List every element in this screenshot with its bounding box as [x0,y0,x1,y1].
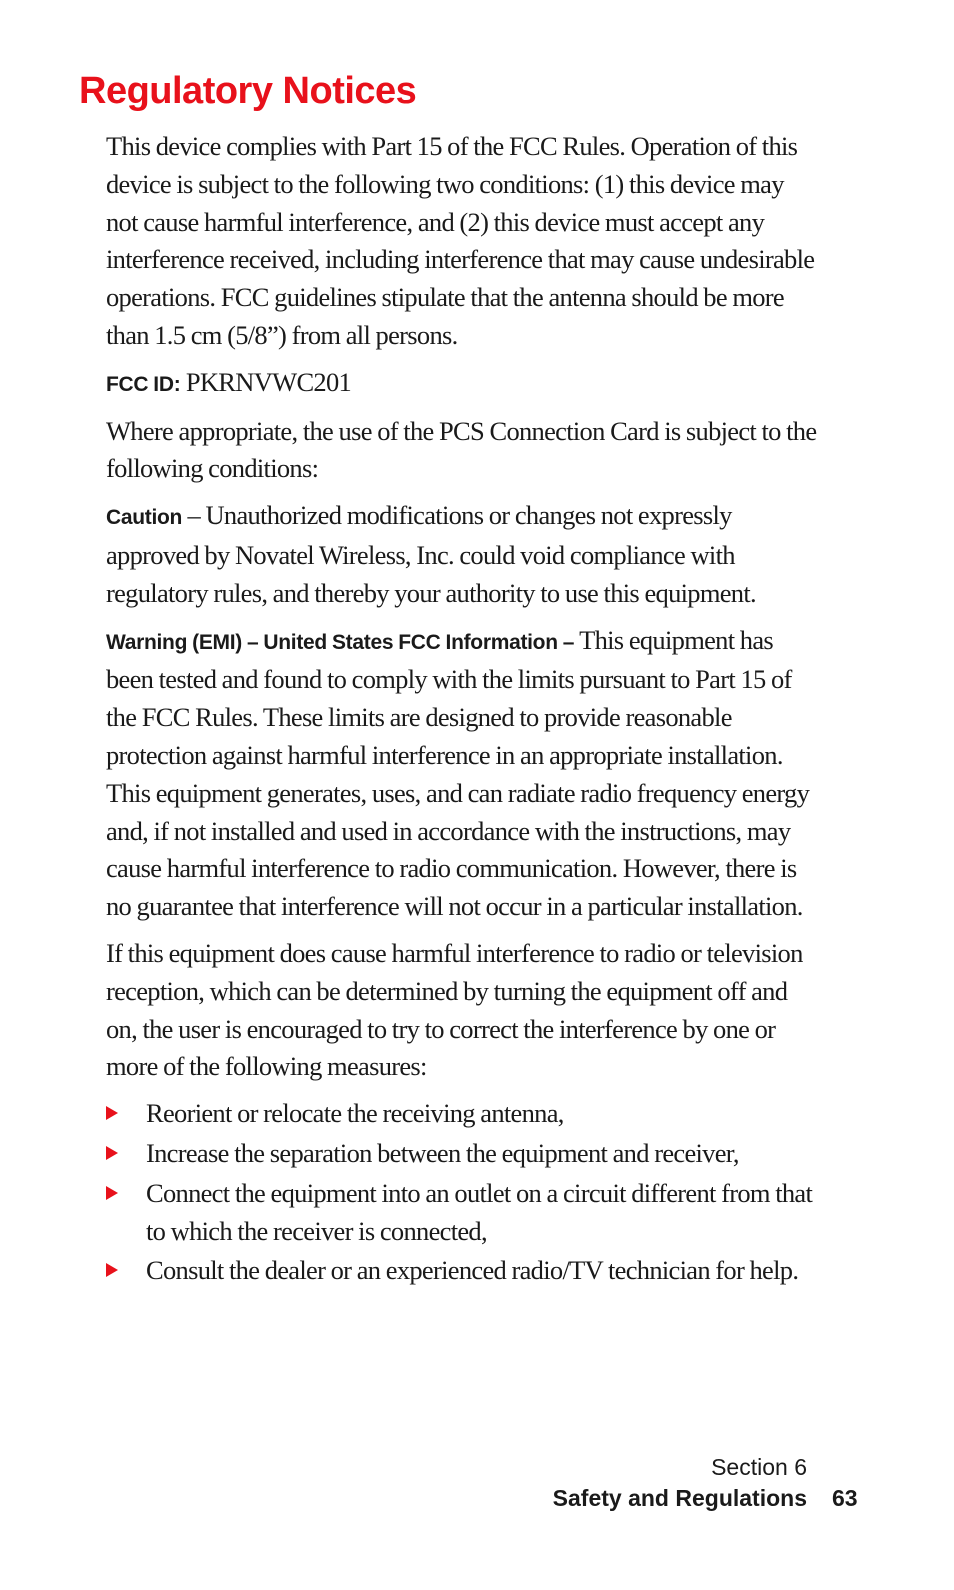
body-text [106,128,818,1292]
list-item-text: Consult the dealer or an experienced radio/TV technician for help. [146,1255,799,1286]
list-item [106,1095,818,1133]
measures-paragraph: If this equipment does cause harmful interference to radio or television reception, which can be determined by turning the equipment off and on, the user is encouraged to try to correct the interference by one or more of the following measures: [106,937,803,1082]
list-item-text: Reorient or relocate the receiving antenna, [146,1098,564,1129]
arrow-right-icon [106,1106,118,1120]
page-number: 63 [832,1485,858,1511]
arrow-right-icon [106,1146,118,1160]
list-item-text: Connect the equipment into an outlet on a circuit different from that to which the receiver is connected, [146,1177,813,1246]
warning-text: This equipment has been tested and found to comply with the limits pursuant to Part 15 of the FCC Rules. These limits are designed to provide reasonable protection against harmful interference in an appropriate installation. This equipment generates, uses, and can radiate radio frequency energy and, if not installed and used in accordance with the instructions, may cause harmful interference to radio communication. However, there is no guarantee that interference will not occur in a particular installation. [106,624,810,922]
arrow-right-icon [106,1263,118,1277]
conditions-paragraph: Where appropriate, the use of the PCS Connection Card is subject to the following conditions: [106,415,817,484]
warning-label: Warning (EMI) – United States FCC Information – [106,630,575,654]
caution-label: Caution [106,506,183,530]
arrow-right-icon [106,1186,118,1200]
fcc-id-value: PKRNVWC201 [180,366,352,397]
list-item [106,1175,818,1251]
list-item [106,1252,818,1290]
footer-section-label: Section 6 [711,1454,807,1480]
caution-paragraph [106,497,818,612]
list-item [106,1135,818,1173]
fcc-id-paragraph [106,364,818,404]
list-item-text: Increase the separation between the equipment and receiver, [146,1137,739,1168]
warning-paragraph [106,622,818,926]
compliance-paragraph: This device complies with Part 15 of the FCC Rules. Operation of this device is subject to the following two conditions: (1) this device may not cause harmful interference, and (2) this device must accept any interference received, including interference that may cause undesirable operations. FCC guidelines stipulate that the antenna should be more than 1.5 cm (5/8”) from all persons. [106,131,815,350]
page-title: Regulatory Notices [79,70,417,112]
measures-list [106,1095,818,1290]
footer-chapter-title: Safety and Regulations [552,1485,807,1511]
fcc-id-label: FCC ID: [106,372,181,396]
caution-text: – Unauthorized modifications or changes not expressly approved by Novatel Wireless, Inc. could void compliance with regulatory rules, and thereby your authority to use this equipment. [106,500,756,608]
